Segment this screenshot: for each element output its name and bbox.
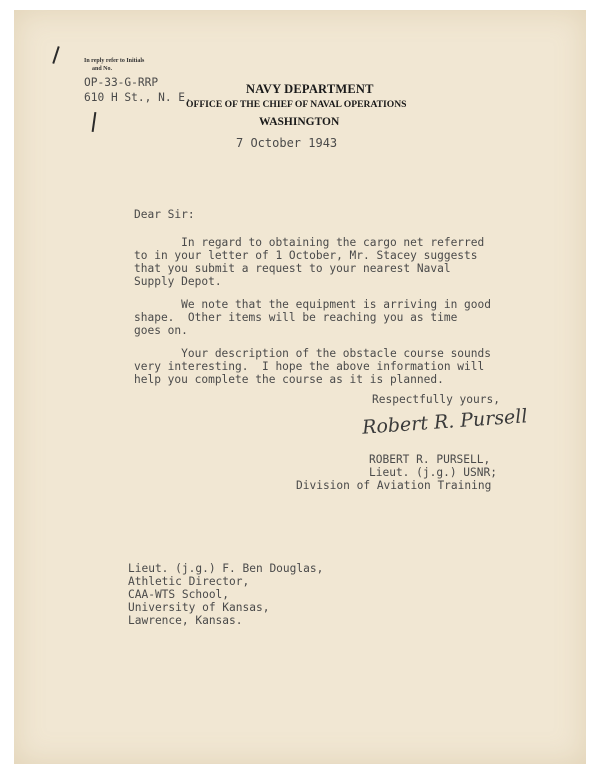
letter-date: 7 October 1943 — [236, 136, 338, 150]
body-paragraph-3-line-1: Your description of the obstacle course sounds — [134, 347, 491, 360]
file-reference-address: 610 H St., N. E. — [84, 91, 192, 104]
reply-note-line2: and No. — [92, 66, 113, 72]
recipient-line-4: University of Kansas, — [128, 601, 270, 614]
signer-rank: Lieut. (j.g.) USNR; — [369, 466, 497, 479]
body-paragraph-3-line-3: help you complete the course as it is planned. — [134, 373, 444, 386]
body-paragraph-3-line-2: very interesting. I hope the above information will — [134, 360, 485, 373]
recipient-line-2: Athletic Director, — [128, 575, 250, 588]
letterhead-department: NAVY DEPARTMENT — [246, 82, 374, 96]
body-paragraph-1-line-1: In regard to obtaining the cargo net referred — [134, 236, 485, 249]
body-paragraph-2-line-2: shape. Other items will be reaching you as time — [134, 311, 458, 324]
signer-name: ROBERT R. PURSELL, — [369, 453, 491, 466]
body-paragraph-2-line-1: We note that the equipment is arriving in good — [134, 298, 491, 311]
recipient-line-1: Lieut. (j.g.) F. Ben Douglas, — [128, 562, 324, 575]
file-reference-code: OP-33-G-RRP — [84, 76, 159, 89]
salutation: Dear Sir: — [134, 208, 195, 221]
reply-note-line1: In reply refer to Initials — [84, 58, 145, 64]
handwritten-signature: Robert R. Pursell — [361, 405, 529, 439]
recipient-line-3: CAA-WTS School, — [128, 588, 230, 601]
body-paragraph-2-line-3: goes on. — [134, 324, 188, 337]
closing: Respectfully yours, — [372, 393, 500, 406]
signer-division: Division of Aviation Training — [296, 479, 492, 492]
body-paragraph-1-line-3: that you submit a request to your nearest Naval — [134, 262, 451, 275]
letterhead-city: WASHINGTON — [259, 116, 340, 128]
letterhead-office: OFFICE OF THE CHIEF OF NAVAL OPERATIONS — [186, 99, 407, 110]
body-paragraph-1-line-2: to in your letter of 1 October, Mr. Stacey suggests — [134, 249, 478, 262]
recipient-line-5: Lawrence, Kansas. — [128, 614, 243, 627]
body-paragraph-1-line-4: Supply Depot. — [134, 275, 222, 288]
